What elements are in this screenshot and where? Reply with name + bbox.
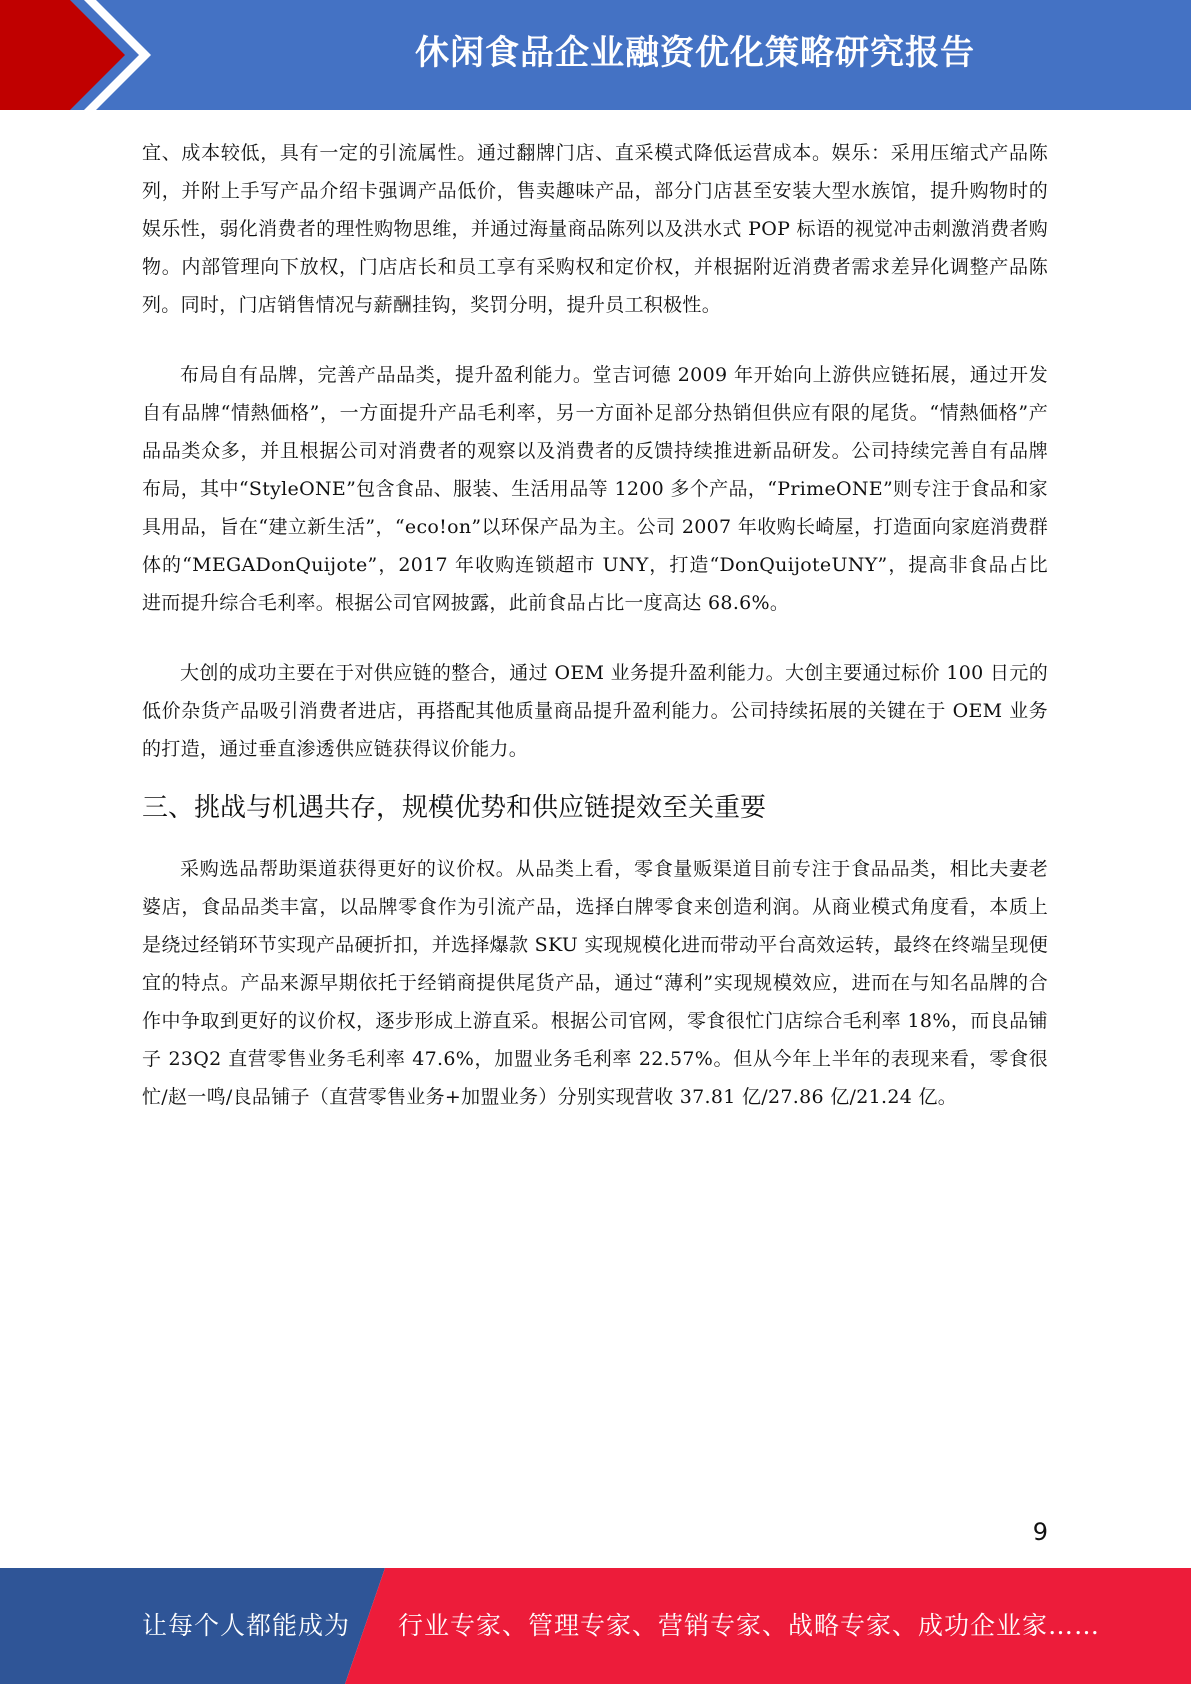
- section-heading: 三、挑战与机遇共存，规模优势和供应链提效至关重要: [142, 793, 767, 823]
- header-chevron-decoration: [0, 0, 160, 110]
- page-number: 9: [1032, 1518, 1048, 1546]
- body-paragraph-1: 宜、成本较低，具有一定的引流属性。通过翻牌门店、直采模式降低运营成本。娱乐：采用压缩式产品陈列，并附上手写产品介绍卡强调产品低价，售卖趣味产品，部分门店甚至安装大型水族馆，提升购物时的娱乐性，弱化消费者的理性购物思维，并通过海量商品陈列以及洪水式 POP 标语的视觉冲击刺激消费者购物。内部管理向下放权，门店店长和员工享有采购权和定价权，并根据附近消费者需求差异化调整产品陈列。同时，门店销售情况与薪酬挂钩，奖罚分明，提升员工积极性。: [142, 142, 1048, 316]
- footer-slogan-right: 行业专家、管理专家、营销专家、战略专家、成功企业家……: [398, 1611, 1101, 1640]
- report-title: 休闲食品企业融资优化策略研究报告: [415, 33, 975, 73]
- body-paragraph-3: 大创的成功主要在于对供应链的整合，通过 OEM 业务提升盈利能力。大创主要通过标价 100 日元的低价杂货产品吸引消费者进店，再搭配其他质量商品提升盈利能力。公司持续拓展的关键在于 OEM 业务的打造，通过垂直渗透供应链获得议价能力。: [142, 662, 1048, 760]
- page-body: [142, 134, 1048, 1116]
- page-header: [0, 0, 1191, 110]
- body-paragraph-2: 布局自有品牌，完善产品品类，提升盈利能力。堂吉诃德 2009 年开始向上游供应链拓展，通过开发自有品牌“情熱価格”，一方面提升产品毛利率，另一方面补足部分热销但供应有限的尾货。“情熱価格”产品品类众多，并且根据公司对消费者的观察以及消费者的反馈持续推进新品研发。公司持续完善自有品牌布局，其中“StyleONE”包含食品、服装、生活用品等 1200 多个产品，“PrimeONE”则专注于食品和家具用品，旨在“建立新生活”，“eco!on”以环保产品为主。公司 2007 年收购长崎屋，打造面向家庭消费群体的“MEGADonQuijote”，2017 年收购连锁超市 UNY，打造“DonQuijoteUNY”，提高非食品占比进而提升综合毛利率。根据公司官网披露，此前食品占比一度高达 68.6%。: [142, 364, 1048, 614]
- page-footer: [0, 1568, 1191, 1684]
- body-paragraph-4: 采购选品帮助渠道获得更好的议价权。从品类上看，零食量贩渠道目前专注于食品品类，相比夫妻老婆店，食品品类丰富，以品牌零食作为引流产品，选择白牌零食来创造利润。从商业模式角度看，本质上是绕过经销环节实现产品硬折扣，并选择爆款 SKU 实现规模化进而带动平台高效运转，最终在终端呈现便宜的特点。产品来源早期依托于经销商提供尾货产品，通过“薄利”实现规模效应，进而在与知名品牌的合作中争取到更好的议价权，逐步形成上游直采。根据公司官网，零食很忙门店综合毛利率 18%，而良品铺子 23Q2 直营零售业务毛利率 47.6%，加盟业务毛利率 22.57%。但从今年上半年的表现来看，零食很忙/赵一鸣/良品铺子（直营零售业务+加盟业务）分别实现营收 37.81 亿/27.86 亿/21.24 亿。: [142, 858, 1048, 1108]
- footer-slogan-left: 让每个人都能成为: [142, 1611, 351, 1640]
